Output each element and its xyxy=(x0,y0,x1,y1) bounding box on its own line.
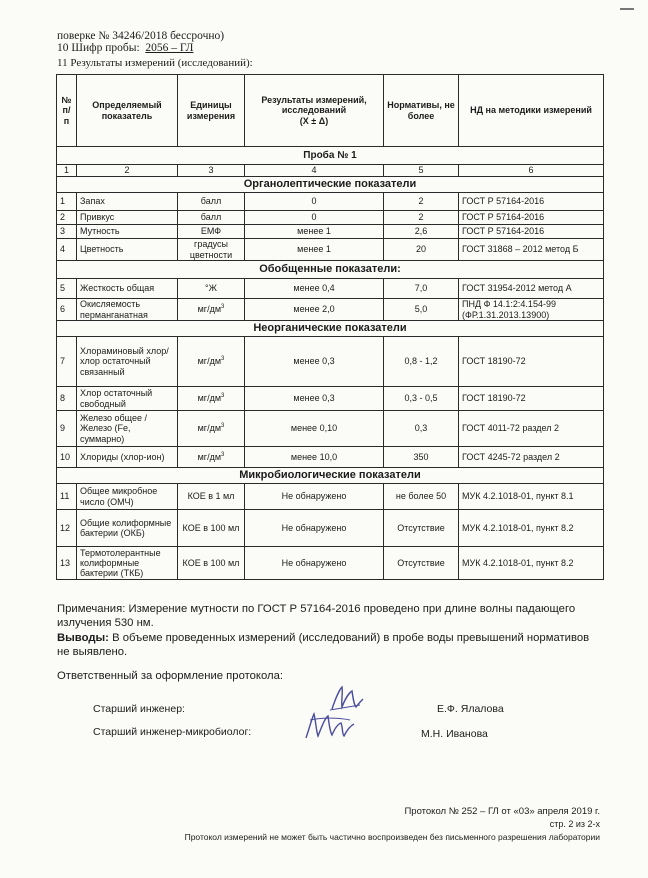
result-cell: менее 2,0 xyxy=(245,299,384,321)
unit-superscript: 3 xyxy=(221,451,225,458)
table-row xyxy=(57,211,604,225)
footer-disclaimer: Протокол измерений не может быть частично воспроизведен без письменного разрешения лаборатории xyxy=(184,832,600,842)
col-number: 6 xyxy=(459,165,604,177)
result-cell: менее 0,4 xyxy=(245,279,384,299)
table-row xyxy=(57,193,604,211)
norm-cell: 5,0 xyxy=(384,299,459,321)
unit-cell xyxy=(178,337,245,387)
unit-text: мг/дм xyxy=(197,304,222,315)
indicator-cell: Железо общее /Железо (Fe, суммарно) xyxy=(77,411,178,447)
row-number: 2 xyxy=(57,211,77,225)
sample-code-label: 10 Шифр пробы: xyxy=(57,42,140,54)
indicator-cell: Общие колиформные бактерии (ОКБ) xyxy=(77,510,178,547)
indicator-cell: Хлориды (хлор-ион) xyxy=(77,447,178,468)
row-number: 7 xyxy=(57,337,77,387)
method-cell: МУК 4.2.1018-01, пункт 8.2 xyxy=(459,510,604,547)
unit-text: КОЕ в 100 мл xyxy=(182,557,240,568)
header-result-sub: (X ± Δ) xyxy=(299,115,329,126)
table-row xyxy=(57,547,604,580)
result-cell: менее 1 xyxy=(245,225,384,239)
indicator-cell: Хлор остаточный свободный xyxy=(77,387,178,411)
signature-scribble-2 xyxy=(300,708,360,744)
method-cell: МУК 4.2.1018-01, пункт 8.1 xyxy=(459,484,604,510)
unit-superscript: 3 xyxy=(221,356,225,363)
header-num: № п/п xyxy=(57,75,77,147)
signature-name-1: Е.Ф. Ялалова xyxy=(437,703,504,715)
unit-superscript: 3 xyxy=(221,304,225,311)
table-row xyxy=(57,387,604,411)
unit-cell xyxy=(178,387,245,411)
result-cell: Не обнаружено xyxy=(245,484,384,510)
unit-cell xyxy=(178,225,245,239)
table-row xyxy=(57,337,604,387)
sample-title-row xyxy=(57,147,604,165)
col-number: 5 xyxy=(384,165,459,177)
unit-text: ЕМФ xyxy=(200,226,222,237)
row-number: 1 xyxy=(57,193,77,211)
unit-text: мг/дм xyxy=(197,451,222,462)
indicator-cell: Жесткость общая xyxy=(77,279,178,299)
section-title: Микробиологические показатели xyxy=(57,468,604,484)
row-number: 13 xyxy=(57,547,77,580)
header-result xyxy=(245,75,384,147)
conclusion-text: В объеме проведенных измерений (исследований) в пробе воды превышений нормативов не выявлено. xyxy=(57,632,590,659)
responsible-label: Ответственный за оформление протокола: xyxy=(57,670,284,682)
method-cell: ГОСТ 18190-72 xyxy=(459,337,604,387)
sample-title: Проба № 1 xyxy=(57,147,604,165)
indicator-cell: Окисляемость перманганатная xyxy=(77,299,178,321)
unit-cell xyxy=(178,211,245,225)
unit-cell xyxy=(178,239,245,261)
result-cell: Не обнаружено xyxy=(245,510,384,547)
section-header-row xyxy=(57,321,604,337)
method-cell: ГОСТ Р 57164-2016 xyxy=(459,225,604,239)
signature-name-2: М.Н. Иванова xyxy=(421,728,488,740)
result-cell: Не обнаружено xyxy=(245,547,384,580)
col-number: 3 xyxy=(178,165,245,177)
section-title: Неорганические показатели xyxy=(57,321,604,337)
result-cell: 0 xyxy=(245,193,384,211)
result-cell: менее 0,3 xyxy=(245,337,384,387)
footer-page: стр. 2 из 2-х xyxy=(549,819,600,829)
unit-text: КОЕ в 100 мл xyxy=(182,522,240,533)
method-cell: ГОСТ 31868 – 2012 метод Б xyxy=(459,239,604,261)
header-units: Единицы измерения xyxy=(178,75,245,147)
norm-cell: не более 50 xyxy=(384,484,459,510)
unit-cell xyxy=(178,484,245,510)
row-number: 6 xyxy=(57,299,77,321)
sample-code-line xyxy=(57,42,193,54)
signature-role-1: Старший инженер: xyxy=(93,703,185,715)
column-numbers-row xyxy=(57,165,604,177)
method-cell: ГОСТ 4245-72 раздел 2 xyxy=(459,447,604,468)
unit-text: мг/дм xyxy=(197,356,222,367)
unit-text: градусы цветности xyxy=(189,239,233,260)
table-row xyxy=(57,299,604,321)
header-method: НД на методики измерений xyxy=(459,75,604,147)
footer-protocol: Протокол № 252 – ГЛ от «03» апреля 2019 г. xyxy=(404,806,600,817)
row-number: 12 xyxy=(57,510,77,547)
table-row xyxy=(57,279,604,299)
col-number: 1 xyxy=(57,165,77,177)
norm-cell: 20 xyxy=(384,239,459,261)
unit-text: мг/дм xyxy=(197,393,222,404)
section-title: Обобщенные показатели: xyxy=(57,261,604,279)
results-title: 11 Результаты измерений (исследований): xyxy=(57,57,253,69)
indicator-cell: Мутность xyxy=(77,225,178,239)
table-row xyxy=(57,510,604,547)
norm-cell: Отсутствие xyxy=(384,547,459,580)
norm-cell: 0,8 - 1,2 xyxy=(384,337,459,387)
norm-cell: 350 xyxy=(384,447,459,468)
norm-cell: 0,3 - 0,5 xyxy=(384,387,459,411)
row-number: 3 xyxy=(57,225,77,239)
unit-cell xyxy=(178,447,245,468)
norm-cell: 2 xyxy=(384,211,459,225)
indicator-cell: Привкус xyxy=(77,211,178,225)
col-number: 4 xyxy=(245,165,384,177)
header-verification-line: поверке № 34246/2018 бессрочно) xyxy=(57,30,225,42)
norm-cell: 7,0 xyxy=(384,279,459,299)
unit-cell xyxy=(178,279,245,299)
result-cell: 0 xyxy=(245,211,384,225)
header-norm: Нормативы, не более xyxy=(384,75,459,147)
signature-role-2: Старший инженер-микробиолог: xyxy=(93,726,252,738)
conclusion-label: Выводы: xyxy=(57,632,109,644)
table-header-row xyxy=(57,75,604,147)
table-row xyxy=(57,411,604,447)
result-cell: менее 0,10 xyxy=(245,411,384,447)
col-number: 2 xyxy=(77,165,178,177)
header-indicator: Определяемый показатель xyxy=(77,75,178,147)
table-row xyxy=(57,239,604,261)
norm-cell: Отсутствие xyxy=(384,510,459,547)
row-number: 10 xyxy=(57,447,77,468)
unit-cell xyxy=(178,299,245,321)
sample-code-value: 2056 – ГЛ xyxy=(145,42,194,54)
result-cell: менее 10,0 xyxy=(245,447,384,468)
section-title: Органолептические показатели xyxy=(57,177,604,193)
results-table xyxy=(56,74,604,580)
norm-cell: 2 xyxy=(384,193,459,211)
unit-text: балл xyxy=(200,212,222,223)
method-cell: ГОСТ 18190-72 xyxy=(459,387,604,411)
table-row xyxy=(57,484,604,510)
unit-superscript: 3 xyxy=(221,423,225,430)
method-cell: МУК 4.2.1018-01, пункт 8.2 xyxy=(459,547,604,580)
indicator-cell: Запах xyxy=(77,193,178,211)
scan-mark xyxy=(620,8,634,10)
row-number: 11 xyxy=(57,484,77,510)
method-cell: ГОСТ Р 57164-2016 xyxy=(459,211,604,225)
norm-cell: 0,3 xyxy=(384,411,459,447)
row-number: 8 xyxy=(57,387,77,411)
norm-cell: 2,6 xyxy=(384,225,459,239)
unit-cell xyxy=(178,510,245,547)
unit-text: КОЕ в 1 мл xyxy=(187,491,235,502)
unit-cell xyxy=(178,547,245,580)
row-number: 4 xyxy=(57,239,77,261)
section-header-row xyxy=(57,468,604,484)
unit-text: мг/дм xyxy=(197,423,222,434)
indicator-cell: Цветность xyxy=(77,239,178,261)
result-cell: менее 1 xyxy=(245,239,384,261)
row-number: 9 xyxy=(57,411,77,447)
result-cell: менее 0,3 xyxy=(245,387,384,411)
method-cell: ПНД Ф 14.1:2:4.154-99 (ФР.1.31.2013.13900) xyxy=(459,299,604,321)
table-row xyxy=(57,225,604,239)
header-result-label: Результаты измерений, исследований xyxy=(261,95,367,116)
indicator-cell: Термотолерантные колиформные бактерии (ТКБ) xyxy=(77,547,178,580)
unit-text: °Ж xyxy=(205,283,217,294)
indicator-cell: Хлораминовый хлор/ хлор остаточный связанный xyxy=(77,337,178,387)
table-row xyxy=(57,447,604,468)
row-number: 5 xyxy=(57,279,77,299)
method-cell: ГОСТ 4011-72 раздел 2 xyxy=(459,411,604,447)
note-text: Примечания: Измерение мутности по ГОСТ Р 57164-2016 проведено при длине волны падающего излучения 530 нм. xyxy=(57,603,576,630)
unit-superscript: 3 xyxy=(221,393,225,400)
section-header-row xyxy=(57,261,604,279)
section-header-row xyxy=(57,177,604,193)
unit-text: балл xyxy=(200,196,222,207)
method-cell: ГОСТ Р 57164-2016 xyxy=(459,193,604,211)
conclusion xyxy=(57,631,602,659)
unit-cell xyxy=(178,411,245,447)
unit-cell xyxy=(178,193,245,211)
method-cell: ГОСТ 31954-2012 метод А xyxy=(459,279,604,299)
indicator-cell: Общее микробное число (ОМЧ) xyxy=(77,484,178,510)
